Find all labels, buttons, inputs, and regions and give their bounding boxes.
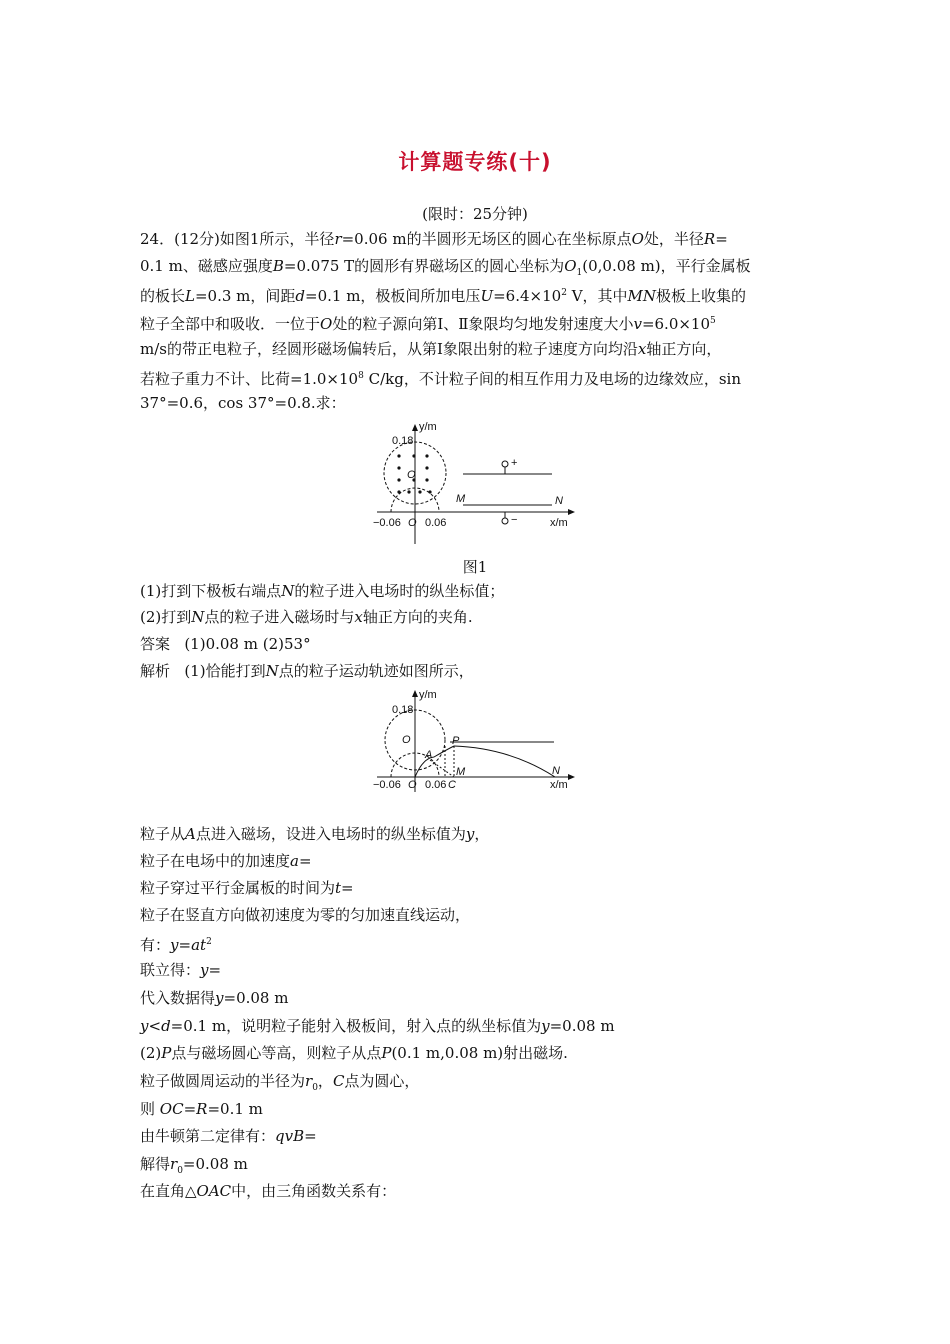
figure-1	[370, 420, 580, 550]
analysis-intro: 解析 (1)恰能打到N点的粒子运动轨迹如图所示，	[140, 662, 474, 680]
fig2-x-axis-label: x/m	[550, 779, 568, 791]
problem-line-5: m/s的带正电粒子，经圆形磁场偏转后，从第Ⅰ象限出射的粒子速度方向均沿x轴正方向，	[140, 340, 722, 358]
solution-line-7: 代入数据得y=0.08 m	[140, 989, 289, 1007]
fig2-o1-label: O	[402, 734, 411, 746]
solution-line-1: 粒子从A点进入磁场，设进入电场时的纵坐标值为y，	[140, 825, 490, 843]
figure-1-caption: 图1	[462, 558, 488, 576]
solution-line-11: 则 OC=R=0.1 m	[140, 1100, 263, 1118]
solution-line-8: y<d=0.1 m，说明粒子能射入极板间，射入点的纵坐标值为y=0.08 m	[140, 1017, 615, 1035]
problem-line-6: 若粒子重力不计、比荷$=1.0\times 10^8$ C/kg，不计粒子间的相互作用力及电场的边缘效应，sin	[140, 370, 741, 388]
fig1-x-axis-label: x/m	[550, 517, 568, 529]
fig2-pos-tick: 0.06	[425, 779, 447, 791]
solution-line-14: 在直角△OAC中，由三角函数关系有：	[140, 1182, 397, 1200]
fig1-plus-sign: +	[511, 457, 518, 469]
analysis-label: 解析	[140, 662, 171, 680]
solution-line-3: 粒子穿过平行金属板的时间为t=	[140, 879, 354, 897]
solution-line-12: 由牛顿第二定律有：qvB=	[140, 1127, 317, 1145]
answer-label: 答案	[140, 635, 171, 653]
solution-line-2: 粒子在电场中的加速度a=	[140, 852, 312, 870]
problem-line-4: 粒子全部中和吸收．一位于O处的粒子源向第Ⅰ、Ⅱ象限均匀地发射速度大小$v=6.0\times 10^5$	[140, 315, 716, 333]
fig1-minus-sign: −	[511, 514, 518, 526]
fig2-label-c: C	[448, 779, 456, 791]
fig2-y-axis-label: y/m	[419, 689, 437, 701]
fig1-y-tick: 0.18	[392, 435, 414, 447]
solution-line-13: 解得$r_0=0.08$ m	[140, 1155, 248, 1176]
fig1-label-n: N	[555, 495, 563, 507]
problem-line-1: 24．(12分)如图1所示，半径r=0.06 m的半圆形无场区的圆心在坐标原点O处，半径R=	[140, 230, 728, 248]
fig2-neg-tick: −0.06	[373, 779, 401, 791]
solution-line-10: 粒子做圆周运动的半径为$r_0$，C点为圆心，	[140, 1072, 420, 1093]
fig2-y-tick: 0.18	[392, 704, 414, 716]
solution-line-6: 联立得：y=	[140, 961, 222, 979]
question-1: (1)打到下极板右端点N的粒子进入电场时的纵坐标值；	[140, 582, 505, 600]
fig2-label-a: A	[425, 749, 433, 761]
fig2-label-m: M	[456, 766, 466, 778]
figure-2	[370, 686, 580, 794]
fig2-origin: O	[408, 779, 417, 791]
problem-line-7: 37°=0.6，cos 37°=0.8.求：	[140, 394, 346, 412]
solution-line-5: 有：$y=at^2$	[140, 936, 212, 954]
solution-line-9: (2)P点与磁场圆心等高，则粒子从点P(0.1 m,0.08 m)射出磁场.	[140, 1044, 568, 1062]
fig2-label-p: P	[452, 735, 460, 747]
time-limit: (限时：25分钟)	[422, 205, 528, 223]
page-title: 计算题专练(十)	[398, 150, 552, 174]
problem-line-3: 的板长L=0.3 m，间距d=0.1 m，极板间所加电压$U=6.4\times 10^2$ V，其中MN极板上收集的	[140, 287, 747, 305]
answer-line	[140, 635, 311, 653]
fig2-label-n: N	[552, 765, 560, 777]
solution-line-4: 粒子在竖直方向做初速度为零的匀加速直线运动，	[140, 906, 471, 924]
answer-text: (1)0.08 m (2)53°	[184, 635, 311, 653]
question-2: (2)打到N点的粒子进入磁场时与x轴正方向的夹角.	[140, 608, 473, 626]
fig1-center-label: O	[407, 469, 416, 481]
problem-line-2: 0.1 m、磁感应强度B=0.075 T的圆形有界磁场区的圆心坐标为$O_1(0,0.08$ m)，平行金属板	[140, 257, 751, 278]
fig1-y-axis-label: y/m	[419, 421, 437, 433]
fig1-neg-tick: −0.06	[373, 517, 401, 529]
fig1-label-m: M	[456, 493, 466, 505]
fig1-origin: O	[408, 517, 417, 529]
fig1-pos-tick: 0.06	[425, 517, 447, 529]
